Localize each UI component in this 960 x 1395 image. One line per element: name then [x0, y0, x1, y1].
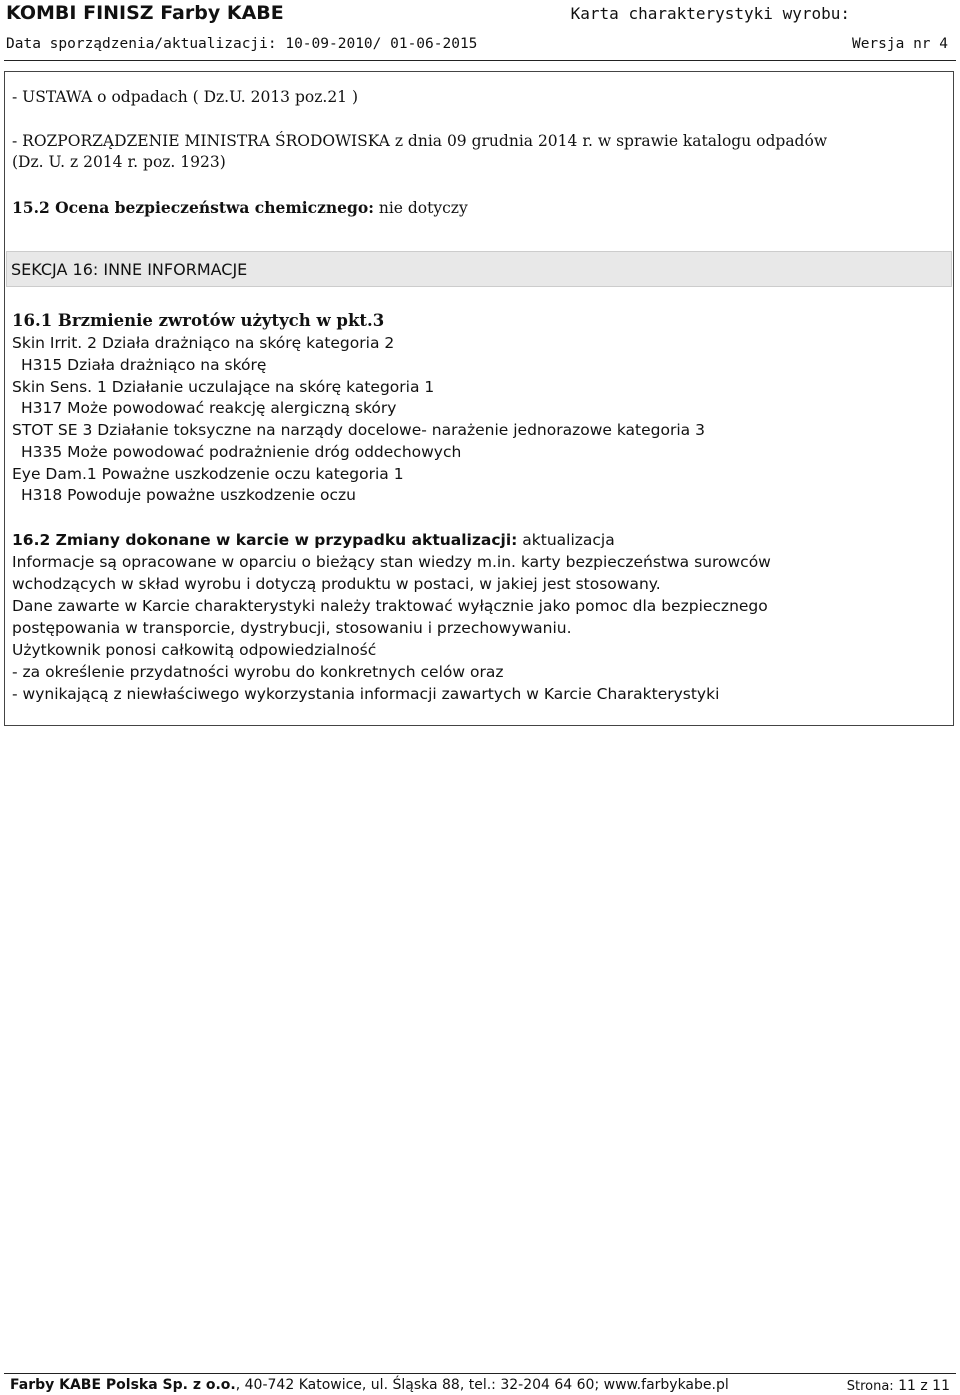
subsection-16-2: [12, 531, 615, 549]
note-line: - za określenie przydatności wyrobu do konkretnych celów oraz: [12, 663, 504, 681]
phrase-line: STOT SE 3 Działanie toksyczne na narządy docelowe- narażenie jednorazowe kategoria 3: [12, 421, 705, 439]
phrase-line: Eye Dam.1 Poważne uszkodzenie oczu kategoria 1: [12, 465, 404, 483]
page-value: 11 z 11: [893, 1378, 950, 1394]
footer-company: Farby KABE Polska Sp. z o.o.: [10, 1377, 236, 1393]
company-title: KOMBI FINISZ Farby KABE: [6, 2, 284, 24]
phrase-line: H335 Może powodować podrażnienie dróg oddechowych: [21, 443, 462, 461]
phrase-line: H317 Może powodować reakcję alergiczną skóry: [21, 399, 397, 417]
footer-divider: [4, 1373, 956, 1374]
subsection-16-2-value: aktualizacja: [517, 531, 615, 549]
date-line: Data sporządzenia/aktualizacji: 10-09-2010/ 01-06-2015: [6, 36, 478, 52]
footer-info: [10, 1377, 729, 1393]
subsection-15-2-value: nie dotyczy: [373, 199, 468, 217]
header-divider: [4, 60, 956, 61]
version-label: Wersja nr 4: [851, 36, 948, 52]
phrase-line: H318 Powoduje poważne uszkodzenie oczu: [21, 486, 356, 504]
note-line: Informacje są opracowane w oparciu o bieżący stan wiedzy m.in. karty bezpieczeństwa surowców: [12, 553, 771, 571]
subsection-15-2-label: 15.2 Ocena bezpieczeństwa chemicznego:: [12, 198, 374, 217]
document-type: Karta charakterystyki wyrobu:: [570, 4, 850, 23]
subsection-16-1-title: 16.1 Brzmienie zwrotów użytych w pkt.3: [12, 311, 385, 330]
note-line: postępowania w transporcie, dystrybucji, stosowaniu i przechowywaniu.: [12, 619, 572, 637]
page-indicator: [847, 1378, 950, 1394]
note-line: - wynikającą z niewłaściwego wykorzystania informacji zawartych w Karcie Charakterystyki: [12, 685, 720, 703]
note-line: wchodzących w skład wyrobu i dotyczą produktu w postaci, w jakiej jest stosowany.: [12, 575, 661, 593]
legal-line-1: - USTAWA o odpadach ( Dz.U. 2013 poz.21 ): [12, 88, 359, 106]
phrase-line: H315 Działa drażniąco na skórę: [21, 356, 267, 374]
legal-line-3: (Dz. U. z 2014 r. poz. 1923): [12, 153, 226, 171]
note-line: Dane zawarte w Karcie charakterystyki należy traktować wyłącznie jako pomoc dla bezpiecznego: [12, 597, 768, 615]
section-16-heading: SEKCJA 16: INNE INFORMACJE: [11, 260, 248, 279]
subsection-15-2: [12, 198, 468, 217]
note-line: Użytkownik ponosi całkowitą odpowiedzialność: [12, 641, 377, 659]
page-label: Strona:: [846, 1379, 894, 1394]
section-16-header: [6, 251, 952, 287]
phrase-line: Skin Sens. 1 Działanie uczulające na skórę kategoria 1: [12, 378, 435, 396]
legal-line-2: - ROZPORZĄDZENIE MINISTRA ŚRODOWISKA z dnia 09 grudnia 2014 r. w sprawie katalogu odpadów: [12, 132, 828, 150]
phrase-line: Skin Irrit. 2 Działa drażniąco na skórę kategoria 2: [12, 334, 395, 352]
subsection-16-2-title: 16.2 Zmiany dokonane w karcie w przypadku aktualizacji:: [12, 531, 518, 549]
footer-address: , 40-742 Katowice, ul. Śląska 88, tel.: 32-204 64 60; www.farbykabe.pl: [235, 1377, 729, 1393]
